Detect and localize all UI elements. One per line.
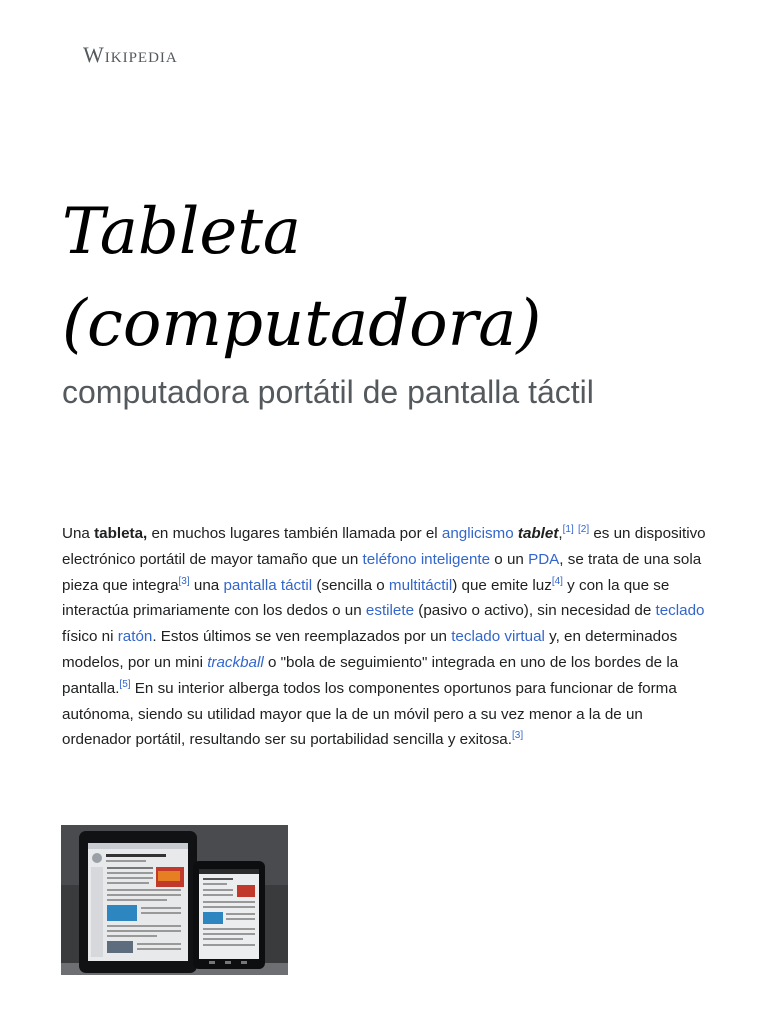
reference-1[interactable]: [1]: [562, 524, 574, 535]
link-anglicismo[interactable]: anglicismo: [441, 525, 514, 542]
link-teclado[interactable]: teclado: [655, 602, 705, 620]
link-trackball[interactable]: trackball: [207, 653, 264, 671]
intro-text: . Estos últimos se ven reemplazados por un: [152, 628, 452, 646]
link-pantalla-tactil[interactable]: pantalla táctil: [223, 576, 313, 594]
page-subtitle: computadora portátil de pantalla táctil: [62, 374, 594, 410]
intro-text: ,: [558, 525, 563, 542]
page-title: [62, 186, 722, 370]
link-teclado-virtual[interactable]: teclado virtual: [451, 628, 545, 646]
wikipedia-wordmark[interactable]: Wikipedia: [83, 42, 178, 67]
reference-4[interactable]: [4]: [551, 575, 563, 587]
link-raton[interactable]: ratón: [117, 628, 153, 646]
intro-text: En su interior alberga todos los componentes oportunos para funcionar de forma autónoma, siendo su utilidad mayor que la de un móvil pero a su vez menor a la de un ordenador portátil, resultando ser su portabilidad sencilla y exitosa.: [62, 679, 677, 749]
intro-text: y, en determinados modelos, por un mini: [62, 628, 678, 671]
small-tablet-icon: [193, 861, 265, 969]
link-estilete[interactable]: estilete: [365, 602, 415, 620]
bold-term-tableta: tableta,: [94, 525, 148, 542]
large-tablet-icon: [79, 831, 197, 973]
intro-text: o un: [490, 550, 529, 568]
link-multitactil[interactable]: multitáctil: [388, 576, 453, 594]
page-title-line-1: Tableta: [62, 195, 302, 269]
intro-text: (sencilla o: [312, 576, 389, 594]
intro-paragraph: [62, 521, 712, 753]
intro-text: físico ni: [62, 628, 118, 646]
intro-text: , se trata de una sola pieza que integra: [62, 550, 702, 594]
reference-2[interactable]: [2]: [578, 524, 590, 535]
intro-text: en muchos lugares también llamada por el: [147, 525, 442, 542]
page-title-line-2: (computadora): [62, 287, 542, 361]
bold-italic-term-tablet: tablet: [517, 525, 559, 542]
reference-3b[interactable]: [3]: [511, 730, 524, 742]
article-figure-image[interactable]: [61, 825, 288, 975]
link-telefono-inteligente[interactable]: teléfono inteligente: [362, 550, 491, 568]
intro-text: Una: [62, 525, 95, 542]
intro-text: es un dispositivo electrónico portátil de mayor tamaño que un: [62, 525, 706, 568]
intro-text: una: [189, 576, 224, 594]
intro-text: y con la que se interactúa primariamente con los dedos o un: [62, 576, 670, 620]
reference-5[interactable]: [5]: [119, 678, 131, 690]
tablet-comparison-photo: [61, 825, 288, 975]
intro-text: o "bola de seguimiento" integrada en uno de los bordes de la pantalla.: [62, 653, 679, 697]
link-pda[interactable]: PDA: [528, 550, 560, 568]
reference-3[interactable]: [3]: [178, 575, 190, 587]
intro-text: ) que emite luz: [452, 576, 552, 594]
intro-text: (pasivo o activo), sin necesidad de: [414, 602, 656, 620]
